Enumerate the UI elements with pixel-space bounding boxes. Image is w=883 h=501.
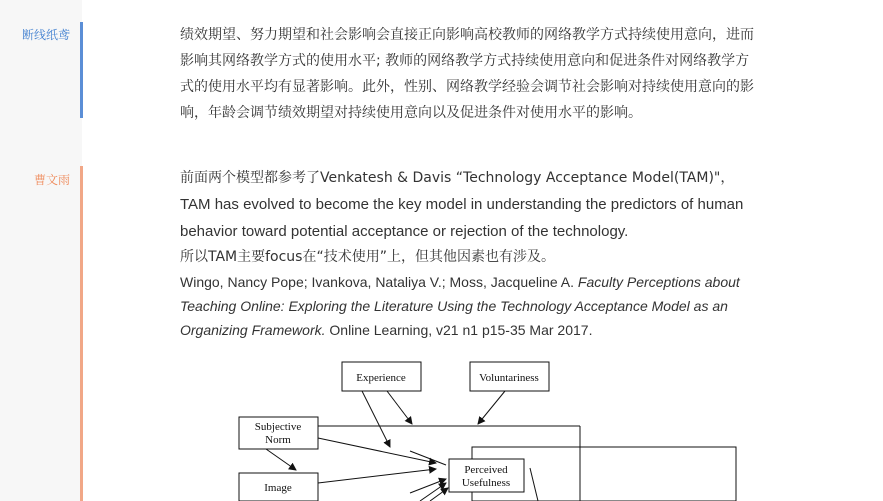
author-name[interactable]: 曹文雨 — [33, 173, 70, 187]
comment-accent-bar — [80, 22, 83, 118]
quote-line: behavior toward potential acceptance or rejection of the technology. — [180, 223, 629, 240]
text-line: 绩效期望、努力期望和社会影响会直接正向影响高校教师的网络教学方式持续使用意向，进而 — [180, 27, 754, 43]
sidebar — [0, 0, 82, 501]
tam-diagram-image — [180, 343, 794, 501]
quote-line: TAM has evolved to become the key model in understanding the predictors of human — [180, 196, 744, 213]
reference-authors: Wingo, Nancy Pope; Ivankova, Nataliya V.; Moss, Jacqueline A. — [180, 274, 578, 290]
diagram-label: Experience — [356, 372, 406, 384]
reference-title: Faculty Perceptions about — [577, 274, 740, 290]
text-line: 所以TAM主要focus在“技术使用”上，但其他因素也有涉及。 — [180, 249, 555, 265]
text-line: 式的使用水平均有显著影响。此外，性别、网络教学经验会调节社会影响对持续使用意向的影 — [180, 79, 754, 95]
diagram-label: Voluntariness — [479, 372, 539, 384]
text-line: 前面两个模型都参考了Venkatesh & Davis “Technology Acceptance Model(TAM)"， — [180, 170, 735, 186]
reference-source: Online Learning, v21 n1 p15-35 Mar 2017. — [325, 322, 593, 338]
reference-title: Teaching Online: Exploring the Literature Using the Technology Acceptance Model as an — [180, 298, 728, 314]
diagram-label: Norm — [265, 434, 291, 446]
diagram-label: Perceived — [464, 464, 508, 476]
text-line: 影响其网络教学方式的使用水平; 教师的网络教学方式持续使用意向和促进条件对网络教学方 — [180, 53, 750, 69]
diagram-label: Subjective — [254, 421, 302, 433]
comment-accent-bar — [80, 166, 83, 501]
text-line: 响，年龄会调节绩效期望对持续使用意向以及促进条件对使用水平的影响。 — [180, 105, 642, 121]
author-name[interactable]: 断线纸鸢 — [21, 28, 70, 42]
reference-title: Organizing Framework. — [180, 322, 326, 338]
comment-body — [180, 166, 800, 342]
comment-body — [180, 22, 800, 126]
diagram-label: Image — [264, 482, 292, 494]
reference — [180, 270, 800, 342]
diagram-label: Usefulness — [461, 477, 511, 489]
